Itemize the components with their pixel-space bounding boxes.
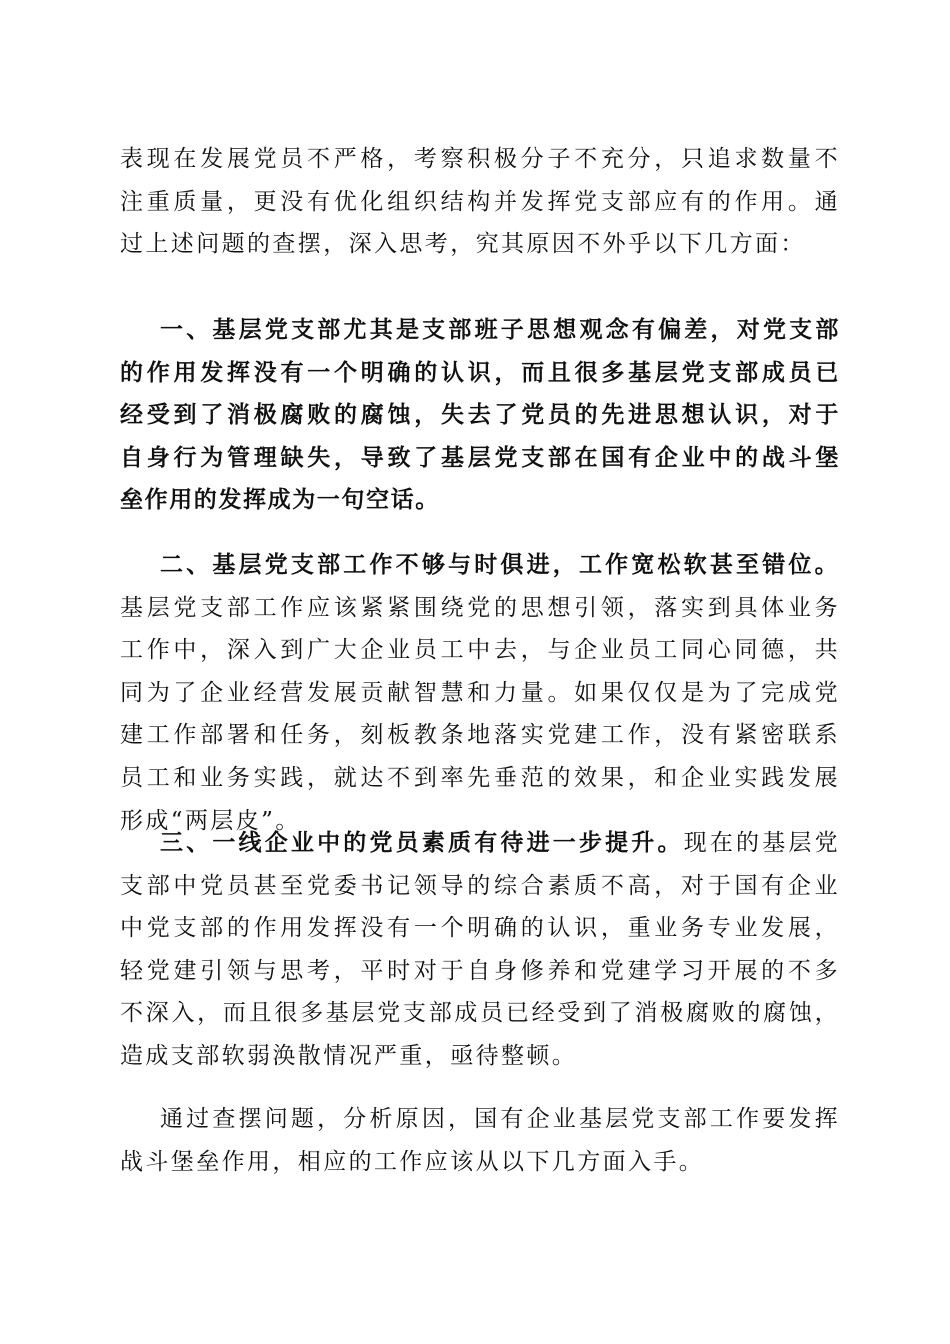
text-line: 不深入，而且很多基层党支部成员已经受到了消极腐败的腐蚀， xyxy=(120,1000,840,1027)
text-line: 员工和业务实践，就达不到率先垂范的效果，和企业实践发展 xyxy=(120,764,840,791)
text-line: 形成“两层皮”。 xyxy=(120,807,301,834)
paragraph-point-three xyxy=(120,822,840,1078)
text-line: 支部中党员甚至党委书记领导的综合素质不高，对于国有企业 xyxy=(120,872,840,899)
paragraph-causes-intro xyxy=(120,138,840,266)
text-line: 过上述问题的查摆，深入思考，究其原因不外乎以下几方面： xyxy=(120,231,806,258)
paragraph-point-one xyxy=(120,309,840,522)
text-line: 注重质量，更没有优化组织结构并发挥党支部应有的作用。通 xyxy=(120,188,840,215)
paragraph-conclusion xyxy=(120,1098,840,1183)
text-line: 建工作部署和任务，刻板教条地落实党建工作，没有紧密联系 xyxy=(120,722,840,749)
text-line: 通过查摆问题，分析原因，国有企业基层党支部工作要发挥 xyxy=(160,1106,840,1132)
section-heading: 二、基层党支部工作不够与时俱进，工作宽松软甚至错位。 xyxy=(160,552,840,578)
section-heading: 三、一线企业中的党员素质有待进一步提升。 xyxy=(160,830,684,856)
text-line: 经受到了消极腐败的腐蚀，失去了党员的先进思想认识，对于 xyxy=(120,402,840,429)
text-line: 工作中，深入到广大企业员工中去，与企业员工同心同德，共 xyxy=(120,637,840,664)
text-line: 造成支部软弱涣散情况严重，亟待整顿。 xyxy=(120,1042,578,1069)
heading-tail-text: 现在的基层党 xyxy=(683,830,841,856)
text-line: 表现在发展党员不严格，考察积极分子不充分，只追求数量不 xyxy=(120,146,840,172)
text-line: 基层党支部工作应该紧紧围绕党的思想引领，落实到具体业务 xyxy=(120,594,840,621)
text-line: 的作用发挥没有一个明确的认识，而且很多基层党支部成员已 xyxy=(120,359,840,386)
text-line: 一、基层党支部尤其是支部班子思想观念有偏差，对党支部 xyxy=(160,317,840,343)
paragraph-point-two xyxy=(120,544,840,842)
text-line: 自身行为管理缺失，导致了基层党支部在国有企业中的战斗堡 xyxy=(120,444,840,471)
text-line: 战斗堡垒作用，相应的工作应该从以下几方面入手。 xyxy=(120,1148,705,1175)
text-line: 轻党建引领与思考，平时对于自身修养和党建学习开展的不多 xyxy=(120,957,840,984)
text-line: 中党支部的作用发挥没有一个明确的认识，重业务专业发展， xyxy=(120,915,840,942)
text-line: 垒作用的发挥成为一句空话。 xyxy=(120,487,440,514)
text-line: 同为了企业经营发展贡献智慧和力量。如果仅仅是为了完成党 xyxy=(120,679,840,706)
heading-line xyxy=(120,822,840,865)
